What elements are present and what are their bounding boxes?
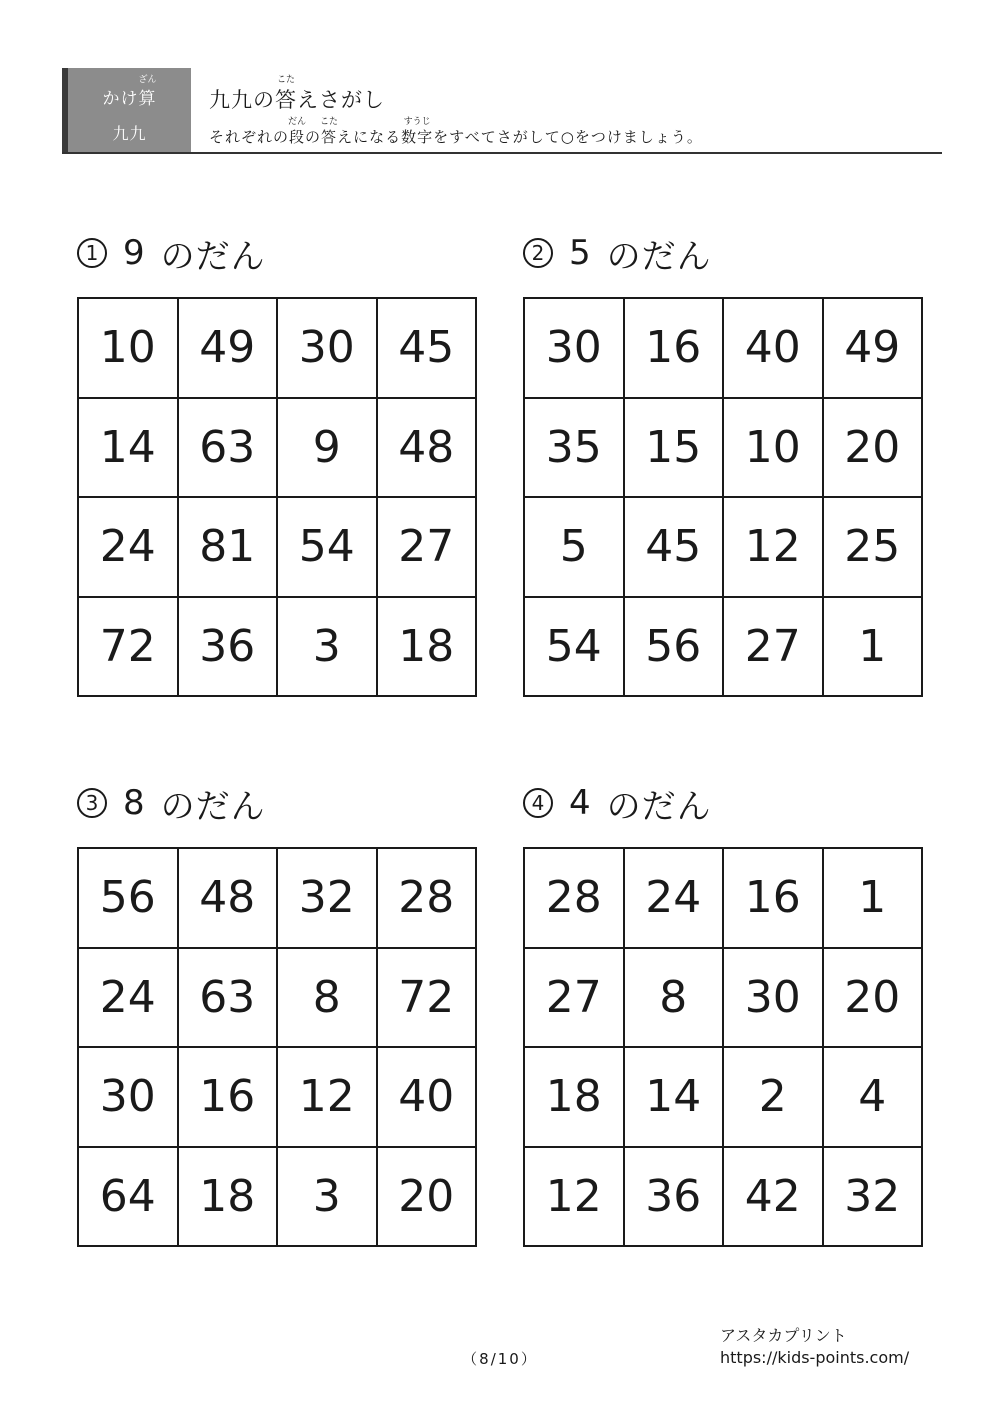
section-heading — [77, 233, 266, 277]
circled-number-marker: 2 — [523, 238, 553, 268]
grid-cell[interactable]: 8 — [624, 948, 724, 1048]
category-box — [62, 68, 191, 154]
brand-block — [720, 1325, 909, 1369]
grid-cell[interactable]: 10 — [723, 398, 823, 498]
number-grid — [523, 847, 923, 1247]
grid-cell[interactable]: 12 — [277, 1047, 377, 1147]
grid-cell[interactable]: 72 — [78, 597, 178, 697]
times-table-number: 9 — [123, 233, 145, 273]
grid-cell[interactable]: 12 — [723, 497, 823, 597]
section-heading — [523, 233, 712, 277]
grid-cell[interactable]: 64 — [78, 1147, 178, 1247]
grid-cell[interactable]: 40 — [377, 1047, 477, 1147]
grid-cell[interactable]: 18 — [178, 1147, 278, 1247]
page-number: （8/10） — [462, 1350, 538, 1368]
grid-cell[interactable]: 16 — [178, 1047, 278, 1147]
grid-cell[interactable]: 40 — [723, 298, 823, 398]
grid-cell[interactable]: 45 — [624, 497, 724, 597]
grid-cell[interactable]: 4 — [823, 1047, 923, 1147]
category-label: かけ算 ざん — [68, 84, 191, 109]
grid-cell[interactable]: 28 — [377, 848, 477, 948]
ruby-text: ざん — [138, 75, 157, 85]
worksheet-title: 九九の答 こた えさがし — [209, 84, 385, 114]
ruby-text: こた — [320, 117, 339, 127]
grid-cell[interactable]: 27 — [524, 948, 624, 1048]
grid-cell[interactable]: 10 — [78, 298, 178, 398]
grid-cell[interactable]: 24 — [78, 497, 178, 597]
grid-cell[interactable]: 30 — [78, 1047, 178, 1147]
section-2 — [523, 233, 923, 703]
grid-cell[interactable]: 9 — [277, 398, 377, 498]
times-table-number: 8 — [123, 783, 145, 823]
section-4 — [523, 783, 923, 1253]
header-divider — [62, 152, 942, 154]
times-table-number: 4 — [569, 783, 591, 823]
grid-cell[interactable]: 30 — [723, 948, 823, 1048]
grid-cell[interactable]: 63 — [178, 398, 278, 498]
grid-cell[interactable]: 36 — [178, 597, 278, 697]
subcategory-label: 九九 — [112, 124, 147, 143]
grid-cell[interactable]: 27 — [723, 597, 823, 697]
section-label: のだん — [160, 236, 266, 277]
grid-cell[interactable]: 15 — [624, 398, 724, 498]
section-heading — [523, 783, 712, 827]
grid-cell[interactable]: 24 — [624, 848, 724, 948]
section-label: のだん — [160, 786, 266, 827]
ruby-text: だん — [288, 117, 307, 127]
grid-cell[interactable]: 18 — [377, 597, 477, 697]
grid-cell[interactable]: 16 — [723, 848, 823, 948]
number-grid — [77, 847, 477, 1247]
grid-cell[interactable]: 2 — [723, 1047, 823, 1147]
grid-cell[interactable]: 54 — [524, 597, 624, 697]
brand-name: アスタカプリント — [720, 1326, 847, 1345]
grid-cell[interactable]: 54 — [277, 497, 377, 597]
grid-cell[interactable]: 30 — [277, 298, 377, 398]
grid-cell[interactable]: 30 — [524, 298, 624, 398]
grid-cell[interactable]: 12 — [524, 1147, 624, 1247]
grid-cell[interactable]: 81 — [178, 497, 278, 597]
ruby-text: こた — [276, 75, 296, 85]
grid-cell[interactable]: 32 — [277, 848, 377, 948]
ruby-base: 数字 すうじ — [401, 126, 433, 147]
grid-cell[interactable]: 45 — [377, 298, 477, 398]
grid-cell[interactable]: 14 — [78, 398, 178, 498]
grid-cell[interactable]: 56 — [624, 597, 724, 697]
grid-cell[interactable]: 36 — [624, 1147, 724, 1247]
circled-number-marker: 4 — [523, 788, 553, 818]
grid-cell[interactable]: 49 — [823, 298, 923, 398]
grid-cell[interactable]: 20 — [823, 948, 923, 1048]
brand-url[interactable]: https://kids-points.com/ — [720, 1348, 910, 1367]
grid-cell[interactable]: 56 — [78, 848, 178, 948]
grid-cell[interactable]: 25 — [823, 497, 923, 597]
grid-cell[interactable]: 35 — [524, 398, 624, 498]
grid-cell[interactable]: 72 — [377, 948, 477, 1048]
circled-number-marker: 3 — [77, 788, 107, 818]
number-grid — [523, 297, 923, 697]
section-3 — [77, 783, 477, 1253]
section-1 — [77, 233, 477, 703]
grid-cell[interactable]: 24 — [78, 948, 178, 1048]
grid-cell[interactable]: 18 — [524, 1047, 624, 1147]
grid-cell[interactable]: 5 — [524, 497, 624, 597]
circled-number-marker: 1 — [77, 238, 107, 268]
grid-cell[interactable]: 48 — [178, 848, 278, 948]
instruction-text: それぞれの段 だん の答 こた えになる数字 すうじ をすべてさがして○をつけましょう。 — [209, 126, 703, 147]
number-grid — [77, 297, 477, 697]
grid-cell[interactable]: 32 — [823, 1147, 923, 1247]
ruby-base: 段 だん — [289, 126, 305, 147]
ruby-base: 算 ざん — [139, 84, 157, 109]
grid-cell[interactable]: 8 — [277, 948, 377, 1048]
grid-cell[interactable]: 28 — [524, 848, 624, 948]
ruby-base: 答 こた — [321, 126, 337, 147]
grid-cell[interactable]: 14 — [624, 1047, 724, 1147]
grid-cell[interactable]: 16 — [624, 298, 724, 398]
grid-cell[interactable]: 3 — [277, 597, 377, 697]
grid-cell[interactable]: 48 — [377, 398, 477, 498]
grid-cell[interactable]: 1 — [823, 848, 923, 948]
ruby-base: 答 こた — [275, 84, 297, 114]
section-label: のだん — [606, 786, 712, 827]
grid-cell[interactable]: 1 — [823, 597, 923, 697]
grid-cell[interactable]: 20 — [823, 398, 923, 498]
ruby-text: すうじ — [403, 117, 431, 127]
grid-cell[interactable]: 3 — [277, 1147, 377, 1247]
grid-cell[interactable]: 42 — [723, 1147, 823, 1247]
times-table-number: 5 — [569, 233, 591, 273]
grid-cell[interactable]: 49 — [178, 298, 278, 398]
grid-cell[interactable]: 20 — [377, 1147, 477, 1247]
grid-cell[interactable]: 63 — [178, 948, 278, 1048]
section-heading — [77, 783, 266, 827]
section-label: のだん — [606, 236, 712, 277]
grid-cell[interactable]: 27 — [377, 497, 477, 597]
